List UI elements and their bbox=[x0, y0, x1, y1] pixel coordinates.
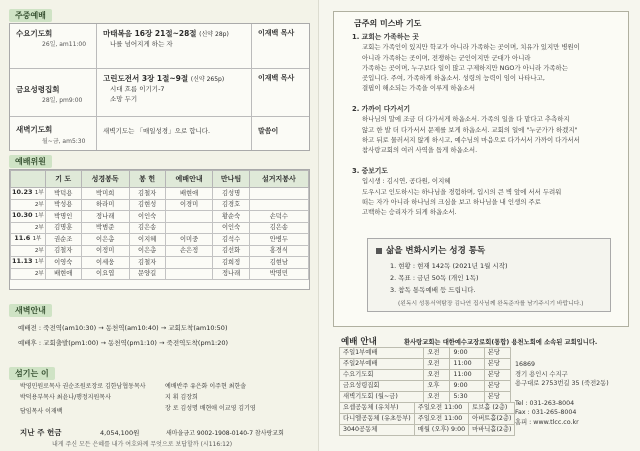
worship-row: 금요성령집회 28일, pm9:00 고린도전서 3장 1절~9절 (신약 265p) 시대 흐름 이기기-7 소망 두기 이재백 목사 bbox=[10, 69, 309, 117]
table-cell: 이미중 bbox=[165, 234, 213, 246]
table-cell bbox=[165, 211, 213, 223]
service-table bbox=[339, 347, 511, 403]
table-cell: 하라미 bbox=[81, 199, 129, 211]
table-cell: 배현애 bbox=[45, 268, 81, 280]
prayer-section-3: 3. 중보기도 입시생 : 김시연, 공다원, 이지혜 도우시고 인도하시는 하나님을 경험하며, 입시의 큰 벽 앞에 서서 두려워 떠는 자가 아니라 하나님의 크심을 보고 하나님을 내 인생의 주로 고백하는 승리자가 되게 하옵소서. bbox=[352, 167, 562, 217]
table-cell: 손덕수 bbox=[249, 211, 308, 223]
table-cell bbox=[165, 257, 213, 269]
table-cell: 김은송 bbox=[129, 222, 165, 234]
table-cell: 김현성 bbox=[129, 199, 165, 211]
table-row: 새벽기도회 (월~금) 오전 5:30 본당 bbox=[340, 392, 511, 403]
left-page bbox=[0, 0, 318, 451]
offering-account: 새마을금고 9002-1908-0140-7 참사랑교회 bbox=[166, 430, 284, 437]
volunteer-line: 장 로 김성명 배현애 이교영 김기영 bbox=[165, 405, 256, 412]
table-cell: 김철자 bbox=[129, 257, 165, 269]
table-cell: 박명인 bbox=[45, 211, 81, 223]
offering-amount: 4,054,100원 bbox=[100, 429, 140, 437]
prayer-section-1: 1. 교회는 가족하는 곳 교회는 가족인이 있지만 학교가 아니라 가족하는 곳이며, 치유가 있지만 병원이 아니라 가족하는 곳이며, 전쟁하는 군인이지만 군대가 아니라 가족하는 곳이며, 누구보다 일이 많고 구제하지만 NGO가 아니라 가족하는 곳입니다. 주여, 가족하게 하옵소서. 성령의 능력이 임이 나타나고, 결핍이 해소되는 가족을 이루게 하옵소서 bbox=[352, 33, 580, 93]
table-row: 2부 배현애 이요엽 문양길 정나래 박명민 bbox=[11, 268, 309, 280]
table-cell: 김경호 bbox=[213, 199, 249, 211]
table-row: 요셉공동체 (유치부) 주일오전 11:00 토브홀 (2층) bbox=[340, 403, 515, 414]
table-cell: 황순숙 bbox=[213, 211, 249, 223]
table-cell: 배현애 bbox=[165, 188, 213, 200]
table-cell bbox=[249, 188, 308, 200]
column-header: 예배안내 bbox=[165, 171, 213, 188]
table-cell: 김선화 bbox=[213, 245, 249, 257]
table-cell: 이은총 bbox=[81, 234, 129, 246]
volunteer-line: 지 휘 김장희 bbox=[165, 394, 198, 401]
dawn-header: 새벽안내 bbox=[9, 304, 52, 317]
table-cell: 김희정 bbox=[213, 257, 249, 269]
school-table bbox=[339, 402, 515, 436]
website-link[interactable]: 홈피 : www.tlcc.co.kr bbox=[515, 418, 579, 426]
table-row: 주일1부예배 오전 9:00 본당 bbox=[340, 348, 511, 359]
table-row: 10.23 1부 박덕용 박미희 김철자 배현애 김성명 bbox=[11, 188, 309, 200]
table-row: 10.30 1부 박명인 정나래 이인숙 황순숙 손덕수 bbox=[11, 211, 309, 223]
table-cell: 이인숙 bbox=[213, 222, 249, 234]
table-cell: 이세웅 bbox=[81, 257, 129, 269]
offering-label: 지난 주 헌금 bbox=[20, 428, 62, 437]
table-cell: 이정미 bbox=[81, 245, 129, 257]
table-cell: 이요엽 bbox=[81, 268, 129, 280]
table-cell bbox=[165, 222, 213, 234]
table-cell: 이경미 bbox=[165, 199, 213, 211]
info-slogan: 환사랑교회는 대한예수교장로회(통합) 용천노회에 소속된 교회입니다. bbox=[404, 339, 598, 346]
volunteer-line: 예배반주 유은화 이주현 최한솔 bbox=[165, 383, 247, 390]
prayer-title: 금주의 미스바 기도 bbox=[354, 19, 422, 28]
fax-number: Fax : 031-265-8004 bbox=[515, 409, 577, 416]
worship-row: 새벽기도회 월~금, am5:30 새벽기도는 「매일성경」으로 합니다. 말씀이 bbox=[16, 125, 279, 145]
worship-row: 수요기도회 26일, am11:00 마태복음 16장 21절~28절 (신약 28p) 나를 넘어지게 하는 자 이재백 목사 bbox=[10, 24, 309, 69]
table-cell: 김은송 bbox=[249, 222, 308, 234]
table-cell: 안병두 bbox=[249, 234, 308, 246]
table-cell: 김철자 bbox=[129, 188, 165, 200]
table-row: 11.13 1부 이영숙 이세웅 김철자 김희정 김현남 bbox=[11, 257, 309, 269]
dawn-line-after: 예배후 : 교회출발(pm1:00) → 동천역(pm1:10) → 죽전역도착(pm1:20) bbox=[18, 339, 229, 347]
table-cell: 이인숙 bbox=[129, 211, 165, 223]
table-row: 주일2부예배 오전 11:00 본당 bbox=[340, 359, 511, 370]
table-cell bbox=[249, 199, 308, 211]
table-cell: 문양길 bbox=[129, 268, 165, 280]
table-cell: 이은총 bbox=[129, 245, 165, 257]
table-row: 11.6 1부 권순조 이은총 이지혜 이미중 김석수 안병두 bbox=[11, 234, 309, 246]
prayer-section-2: 2. 가까이 다가서기 하나님의 말에 조금 더 다가서게 하옵소서. 가족의 일을 다 맡다고 추측하지 않고 한 발 더 다가서서 문제를 보게 하옵소서. 교회의 일에 "누군가가 하겠지" 하고 뒤로 물러서지 않게 하시고, 예수님의 마음으로 다가서서 가까이 다가서서 참사랑교회의 여러 사역을 돕게 하옵소서. bbox=[352, 105, 580, 155]
bible-reading-box: 삶을 변화시키는 성경 통독 1. 현황 : 현재 142독 (2021년 1월 시작) 2. 목표 : 금년 50독 (개인 1독) 3. 참독 통독예배 등 드립니다. (왼독시 성통서역탐장 김나연 집사님께 완독준자를 남기주시기 바랍니다.) bbox=[367, 238, 611, 312]
column-header: 기 도 bbox=[45, 171, 81, 188]
worship-table bbox=[9, 23, 310, 151]
table-cell: 이영숙 bbox=[45, 257, 81, 269]
table-row: 3040공동체 매월 (오후) 9:00 마바닉홀(2층) bbox=[340, 425, 515, 436]
phone-number: Tel : 031-263-8004 bbox=[515, 399, 575, 407]
table-cell: 박성용 bbox=[45, 199, 81, 211]
table-cell: 박미희 bbox=[81, 188, 129, 200]
offering-note: 내게 주신 모든 은혜를 내가 여호와께 무엇으로 보답할까 (시116:12) bbox=[52, 441, 233, 448]
table-row: 2부 김명훈 박범준 김은송 이인숙 김은송 bbox=[11, 222, 309, 234]
table-cell: 박명민 bbox=[249, 268, 308, 280]
volunteer-line: 박덕용부목사 최윤나/행정지원목사 bbox=[20, 394, 111, 401]
committee-table bbox=[9, 169, 310, 290]
table-cell: 김명훈 bbox=[45, 222, 81, 234]
info-title: 예배 안내 bbox=[341, 337, 377, 347]
column-header: 만나팀 bbox=[213, 171, 249, 188]
dawn-line-before: 예배전 : 죽전역(am10:30) → 동천역(am10:40) → 교회도착(am10:50) bbox=[18, 324, 228, 332]
column-header: 성경봉독 bbox=[81, 171, 129, 188]
table-row: 2부 김철자 이정미 이은총 손은정 김선화 홍경식 bbox=[11, 245, 309, 257]
table-cell: 손은정 bbox=[165, 245, 213, 257]
table-row: 금요성령집회 오후 9:00 본당 bbox=[340, 381, 511, 392]
table-cell: 정나래 bbox=[81, 211, 129, 223]
church-address: 16869 경기 용인시 수지구 용구대로 2753번길 35 (죽전2동) Tel : 031-263-8004 Fax : 031-265-8004 홈피 : www.tlcc.co.kr bbox=[515, 360, 629, 427]
table-cell: 김철자 bbox=[45, 245, 81, 257]
table-cell: 박덕용 bbox=[45, 188, 81, 200]
table-cell: 김현남 bbox=[249, 257, 308, 269]
table-cell: 김석수 bbox=[213, 234, 249, 246]
volunteer-line: 담임목사 이재백 bbox=[20, 408, 63, 415]
volunteer-line: 박영민원로목사 권순조원로장로 김한남협동목사 bbox=[20, 383, 146, 390]
table-row: 수요기도회 오전 11:00 본당 bbox=[340, 370, 511, 381]
table-row: 2부 박성용 하라미 김현성 이경미 김경호 bbox=[11, 199, 309, 211]
worship-header: 주중예배 bbox=[9, 9, 52, 22]
table-cell bbox=[165, 268, 213, 280]
column-header: 봉 헌 bbox=[129, 171, 165, 188]
table-row: 다니엘공동체 (유초등부) 주일오전 11:00 아버트홀(2층) bbox=[340, 414, 515, 425]
table-cell: 권순조 bbox=[45, 234, 81, 246]
square-bullet-icon bbox=[376, 248, 382, 254]
right-page bbox=[318, 0, 640, 451]
table-cell: 김성명 bbox=[213, 188, 249, 200]
table-cell: 박범준 bbox=[81, 222, 129, 234]
table-cell: 이지혜 bbox=[129, 234, 165, 246]
table-cell: 정나래 bbox=[213, 268, 249, 280]
table-cell: 홍경식 bbox=[249, 245, 308, 257]
committee-header: 예배위원 bbox=[9, 155, 52, 168]
volunteers-header: 섬기는 이 bbox=[9, 367, 55, 380]
column-header: 설거지봉사 bbox=[249, 171, 308, 188]
